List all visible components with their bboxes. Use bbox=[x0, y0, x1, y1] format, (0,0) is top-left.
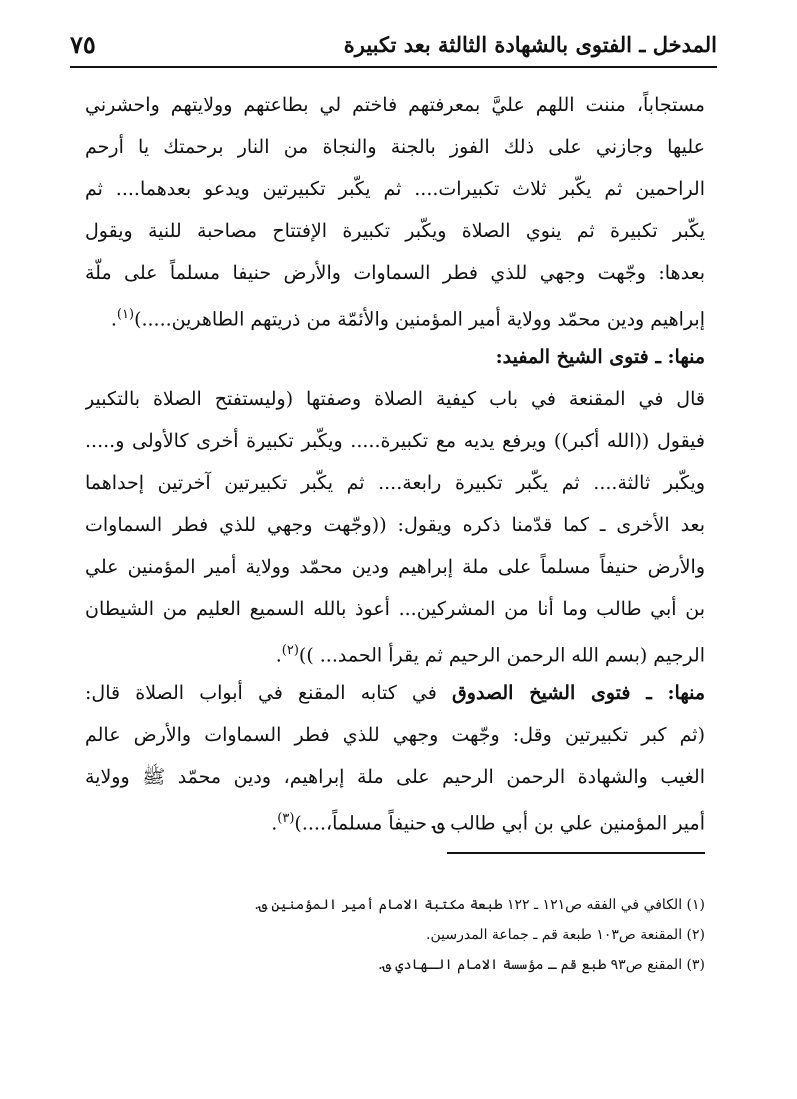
body-line: إبراهيم ودين محمّد وولاية أمير المؤمنين والأئمّة من ذريتهم الطاهرين.....)$^{(١)}$. bbox=[110, 307, 705, 331]
body-line: فيقول ((الله أكبر)) ويرفع يديه مع تكبيرة..... ويكّبر تكبيرة أخرى كالأولى و..... bbox=[85, 430, 705, 452]
section-heading: منها: ـ فتوى الشيخ الصدوق bbox=[452, 682, 705, 704]
footnote: (٣) المقنع ص٩٣ طبع قم ـ مؤسسة الامام الـهادي ؈. bbox=[378, 957, 705, 973]
body-line-text: إبراهيم ودين محمّد وولاية أمير المؤمنين والأئمّة من ذريتهم الطاهرين.....) bbox=[134, 308, 705, 331]
body-line: ويكّبر ثالثة.... ثم يكّبر تكبيرة رابعة.... ثم يكّبر تكبيرتين آخرتين إحداهما bbox=[85, 472, 705, 494]
running-header-title: المدخل ـ الفتوى بالشهادة الثالثة بعد تكبيرة bbox=[343, 32, 717, 57]
body-line: الراحمين ثم يكّبر ثلاث تكبيرات.... ثم يكّبر تكبيرتين ويدعو بعدهما.... ثم bbox=[85, 178, 705, 200]
section-heading: منها: ـ فتوى الشيخ المفيد: bbox=[495, 346, 705, 368]
body-line: بن أبي طالب وما أنا من المشركين... أعوذ بالله السميع العليم من الشيطان bbox=[85, 598, 705, 620]
body-line: مستجاباً، مننت اللهم عليَّ بمعرفتهم فاختم لي بطاعتهم وولايتهم واحشرني bbox=[85, 94, 705, 116]
body-line: أمير المؤمنين علي بن أبي طالب ؈ حنيفاً مسلماً،....)$^{(٣)}$. bbox=[271, 811, 705, 835]
body-line: بعدها: وجّهت وجهي للذي فطر السماوات والأرض حنيفا مسلماً على ملّة bbox=[85, 262, 705, 284]
page-number: ٧٥ bbox=[70, 30, 96, 59]
body-line: بعد الأخرى ـ كما قدّمنا ذكره ويقول: ((وجّهت وجهي للذي فطر السماوات bbox=[85, 514, 705, 536]
footnote-rule bbox=[447, 852, 705, 854]
body-line: الرجيم (بسم الله الرحمن الرحيم ثم يقرأ الحمد... ))$^{(٢)}$. bbox=[275, 643, 705, 667]
body-line: الغيب والشهادة الرحمن الرحيم على ملة إبراهيم، ودين محمّد ﷺ وولاية bbox=[85, 766, 705, 788]
footnote-ref: (٣) bbox=[277, 811, 295, 826]
body-line: يكّبر تكبيرة ثم ينوي الصلاة ويكّبر تكبيرة الإفتتاح مصاحبة للنية ويقول bbox=[85, 220, 705, 242]
header-rule bbox=[70, 66, 717, 68]
body-line-text: أمير المؤمنين علي بن أبي طالب ؈ حنيفاً مسلماً،....) bbox=[294, 812, 705, 835]
footnote: (١) الكافي في الفقه ص١٢١ ـ ١٢٢ طبعة مكتبة الامام أمير المؤمنين ؈. bbox=[254, 897, 705, 913]
body-line: عليها وجازني على ذلك الفوز بالجنة والنجاة من النار برحمتك يا أرحم bbox=[85, 136, 705, 158]
body-line: (ثم كبر تكبيرتين وقل: وجّهت وجهي للذي فطر السماوات والأرض عالم bbox=[85, 724, 705, 746]
body-line: قال في المقنعة في باب كيفية الصلاة وصفتها (وليستفتح الصلاة بالتكبير bbox=[85, 388, 705, 410]
footnote-ref: (١) bbox=[116, 307, 135, 322]
body-line-text: الرجيم (بسم الله الرحمن الرحيم ثم يقرأ الحمد... )) bbox=[298, 644, 705, 667]
footnote: (٢) المقنعة ص١٠٣ طبعة قم ـ جماعة المدرسين. bbox=[426, 927, 705, 943]
running-header bbox=[70, 30, 717, 64]
footnote-ref: (٢) bbox=[281, 643, 299, 658]
section-heading-line bbox=[85, 678, 705, 710]
body-line: والأرض حنيفاً مسلماً على ملة إبراهيم ودين محمّد وولاية أمير المؤمنين علي bbox=[85, 556, 705, 578]
body-line-text: في كتابه المقنع في أبواب الصلاة قال: bbox=[85, 682, 437, 704]
